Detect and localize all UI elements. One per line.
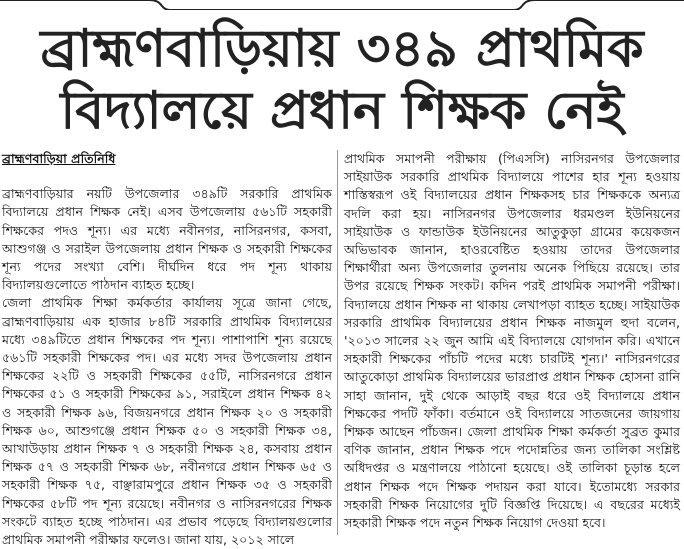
right-column — [344, 150, 680, 532]
column-divider — [337, 150, 338, 535]
right-paragraph-1: প্রাথমিক সমাপনী পরীক্ষায় (পিএসসি) নাসিরনগর উপজেলার সাইয়াউক সরকারি প্রাথমিক বিদ্যালয়ে পাশের হার শূন্য হওয়ায় শাস্তিস্বরূপ ওই বিদ্যালয়ের প্রধান শিক্ষকসহ চার শিক্ষককে অন্যত্র বদলি করা হয়। নাসিরনগর উপজেলার ধরমণ্ডল ইউনিয়নের সাইয়াউক ও ফান্ডাউক ইউনিয়নের আতুকুড়া গ্রামের কয়েকজন অভিভাবক জানান, হাওরবেষ্টিত হওয়ায় তাদের উপজেলার শিক্ষার্থীরা অন্য উপজেলার তুলনায় অনেক পিছিয়ে রয়েছে। তার উপর রয়েছে শিক্ষক সংকট। কদিন পরই প্রাথমিক সমাপনী পরীক্ষা। বিদ্যালয়ে প্রধান শিক্ষক না থাকায় লেখাপড়া ব্যাহত হচ্ছে। সাইয়াউক সরকারি প্রাথমিক বিদ্যালয়ের প্রধান শিক্ষক নাজমুল হুদা বলেন, '২০১৩ সালের ২২ জুন আমি এই বিদ্যালয়ে যোগদান করি। এখানে সহকারী শিক্ষকের পাঁচটি পদের মধ্যে চারটিই শূন্য।' নাসিরনগরের আতুকোড়া প্রাথমিক বিদ্যালয়ের ভারপ্রাপ্ত প্রধান শিক্ষক হোসনা রানি সাহা জানান, দুই থেকে আড়াই বছর ধরে ওই বিদ্যালয়ে প্রধান শিক্ষকের পদটি ফাঁকা। বর্তমানে ওই বিদ্যালয়ে সাতজনের জায়গায় শিক্ষক আছেন পাঁচজন। জেলা প্রাথমিক শিক্ষা কর্মকর্তা সুব্রত কুমার বণিক জানান, প্রধান শিক্ষক পদে পদোন্নতির জন্য তালিকা সংশ্লিষ্ট অধিদপ্তর ও মন্ত্রণালয়ে পাঠানো হয়েছে। ওই তালিকা চূড়ান্ত হলে প্রধান শিক্ষক পদে শিক্ষক পদায়ন করা যাবে। ইতোমধ্যে সরকার সহকারী শিক্ষক নিয়োগের দুটি বিজ্ঞপ্তি দিয়েছে। এ বছরের মধ্যেই সহকারী শিক্ষক পদে নতুন শিক্ষক নিয়োগ দেওয়া হবে। — [344, 151, 680, 531]
top-decorative-rule — [0, 0, 684, 10]
left-column — [2, 150, 332, 549]
left-paragraph-2: জেলা প্রাথমিক শিক্ষা কর্মকর্তার কার্যালয় সূত্রে জানা গেছে, ব্রাহ্মণবাড়িয়ায় এক হাজার ৮৪টি সরকারি প্রাথমিক বিদ্যালয়ের মধ্যে ৩৪৯টিতে প্রধান শিক্ষকের পদ শূন্য। পাশাপাশি শূন্য রয়েছে ৫৬১টি সহকারী শিক্ষকের পদ। এর মধ্যে সদর উপজেলায় প্রধান শিক্ষকের ২২টি ও সহকারী শিক্ষকের ৫৫টি, নাসিরনগরে প্রধান শিক্ষকের ৫১ ও সহকারী শিক্ষকের ৯১, সরাইলে প্রধান শিক্ষক ৪২ ও সহকারী শিক্ষক ৯৬, বিজয়নগরে প্রধান শিক্ষক ২০ ও সহকারী শিক্ষক ৬০, আশুগঞ্জে প্রধান শিক্ষক ৫০ ও সহকারী শিক্ষক ৩৪, আখাউড়ায় প্রধান শিক্ষক ৭ ও সহকারী শিক্ষক ২৪, কসবায় প্রধান শিক্ষক ৫৭ ও সহকারী শিক্ষক ৬৮, নবীনগরে প্রধান শিক্ষক ৬৫ ও সহকারী শিক্ষক ৭৫, বাঞ্ছারামপুরে প্রধান শিক্ষক ৩৫ ও সহকারী শিক্ষকের ৫৮টি পদ শূন্য রয়েছে। নবীনগর ও নাসিরনগরের শিক্ষক সংকটে ব্যাহত হচ্ছে পাঠদান। এর প্রভাব পড়েছে বিদ্যালয়গুলোর প্রাথমিক সমাপনী পরীক্ষার ফলেও। জানা যায়, ২০১২ সালে — [2, 295, 332, 548]
headline-line-2: বিদ্যালয়ে প্রধান শিক্ষক নেই — [60, 81, 624, 141]
headline-line-1: ব্রাহ্মণবাড়িয়ায় ৩৪৯ প্রাথমিক — [40, 19, 644, 79]
left-paragraph-1: ব্রাহ্মণবাড়িয়ার নয়টি উপজেলার ৩৪৯টি সরকারি প্রাথমিক বিদ্যালয়ে প্রধান শিক্ষক নেই। এসব উপজেলায় ৫৬১টি সহকারী শিক্ষকের পদও শূন্য। এর মধ্যে নবীনগর, নাসিরনগর, কসবা, আশুগঞ্জ ও সরাইল উপজেলায় প্রধান শিক্ষক ও সহকারী শিক্ষকের শূন্য পদের সংখ্যা বেশি। দীর্ঘদিন ধরে পদ শূন্য থাকায় বিদ্যালয়গুলোতে পাঠদান ব্যাহত হচ্ছে। — [2, 186, 332, 293]
byline: ব্রাহ্মণবাড়িয়া প্রতিনিধি — [2, 151, 116, 166]
